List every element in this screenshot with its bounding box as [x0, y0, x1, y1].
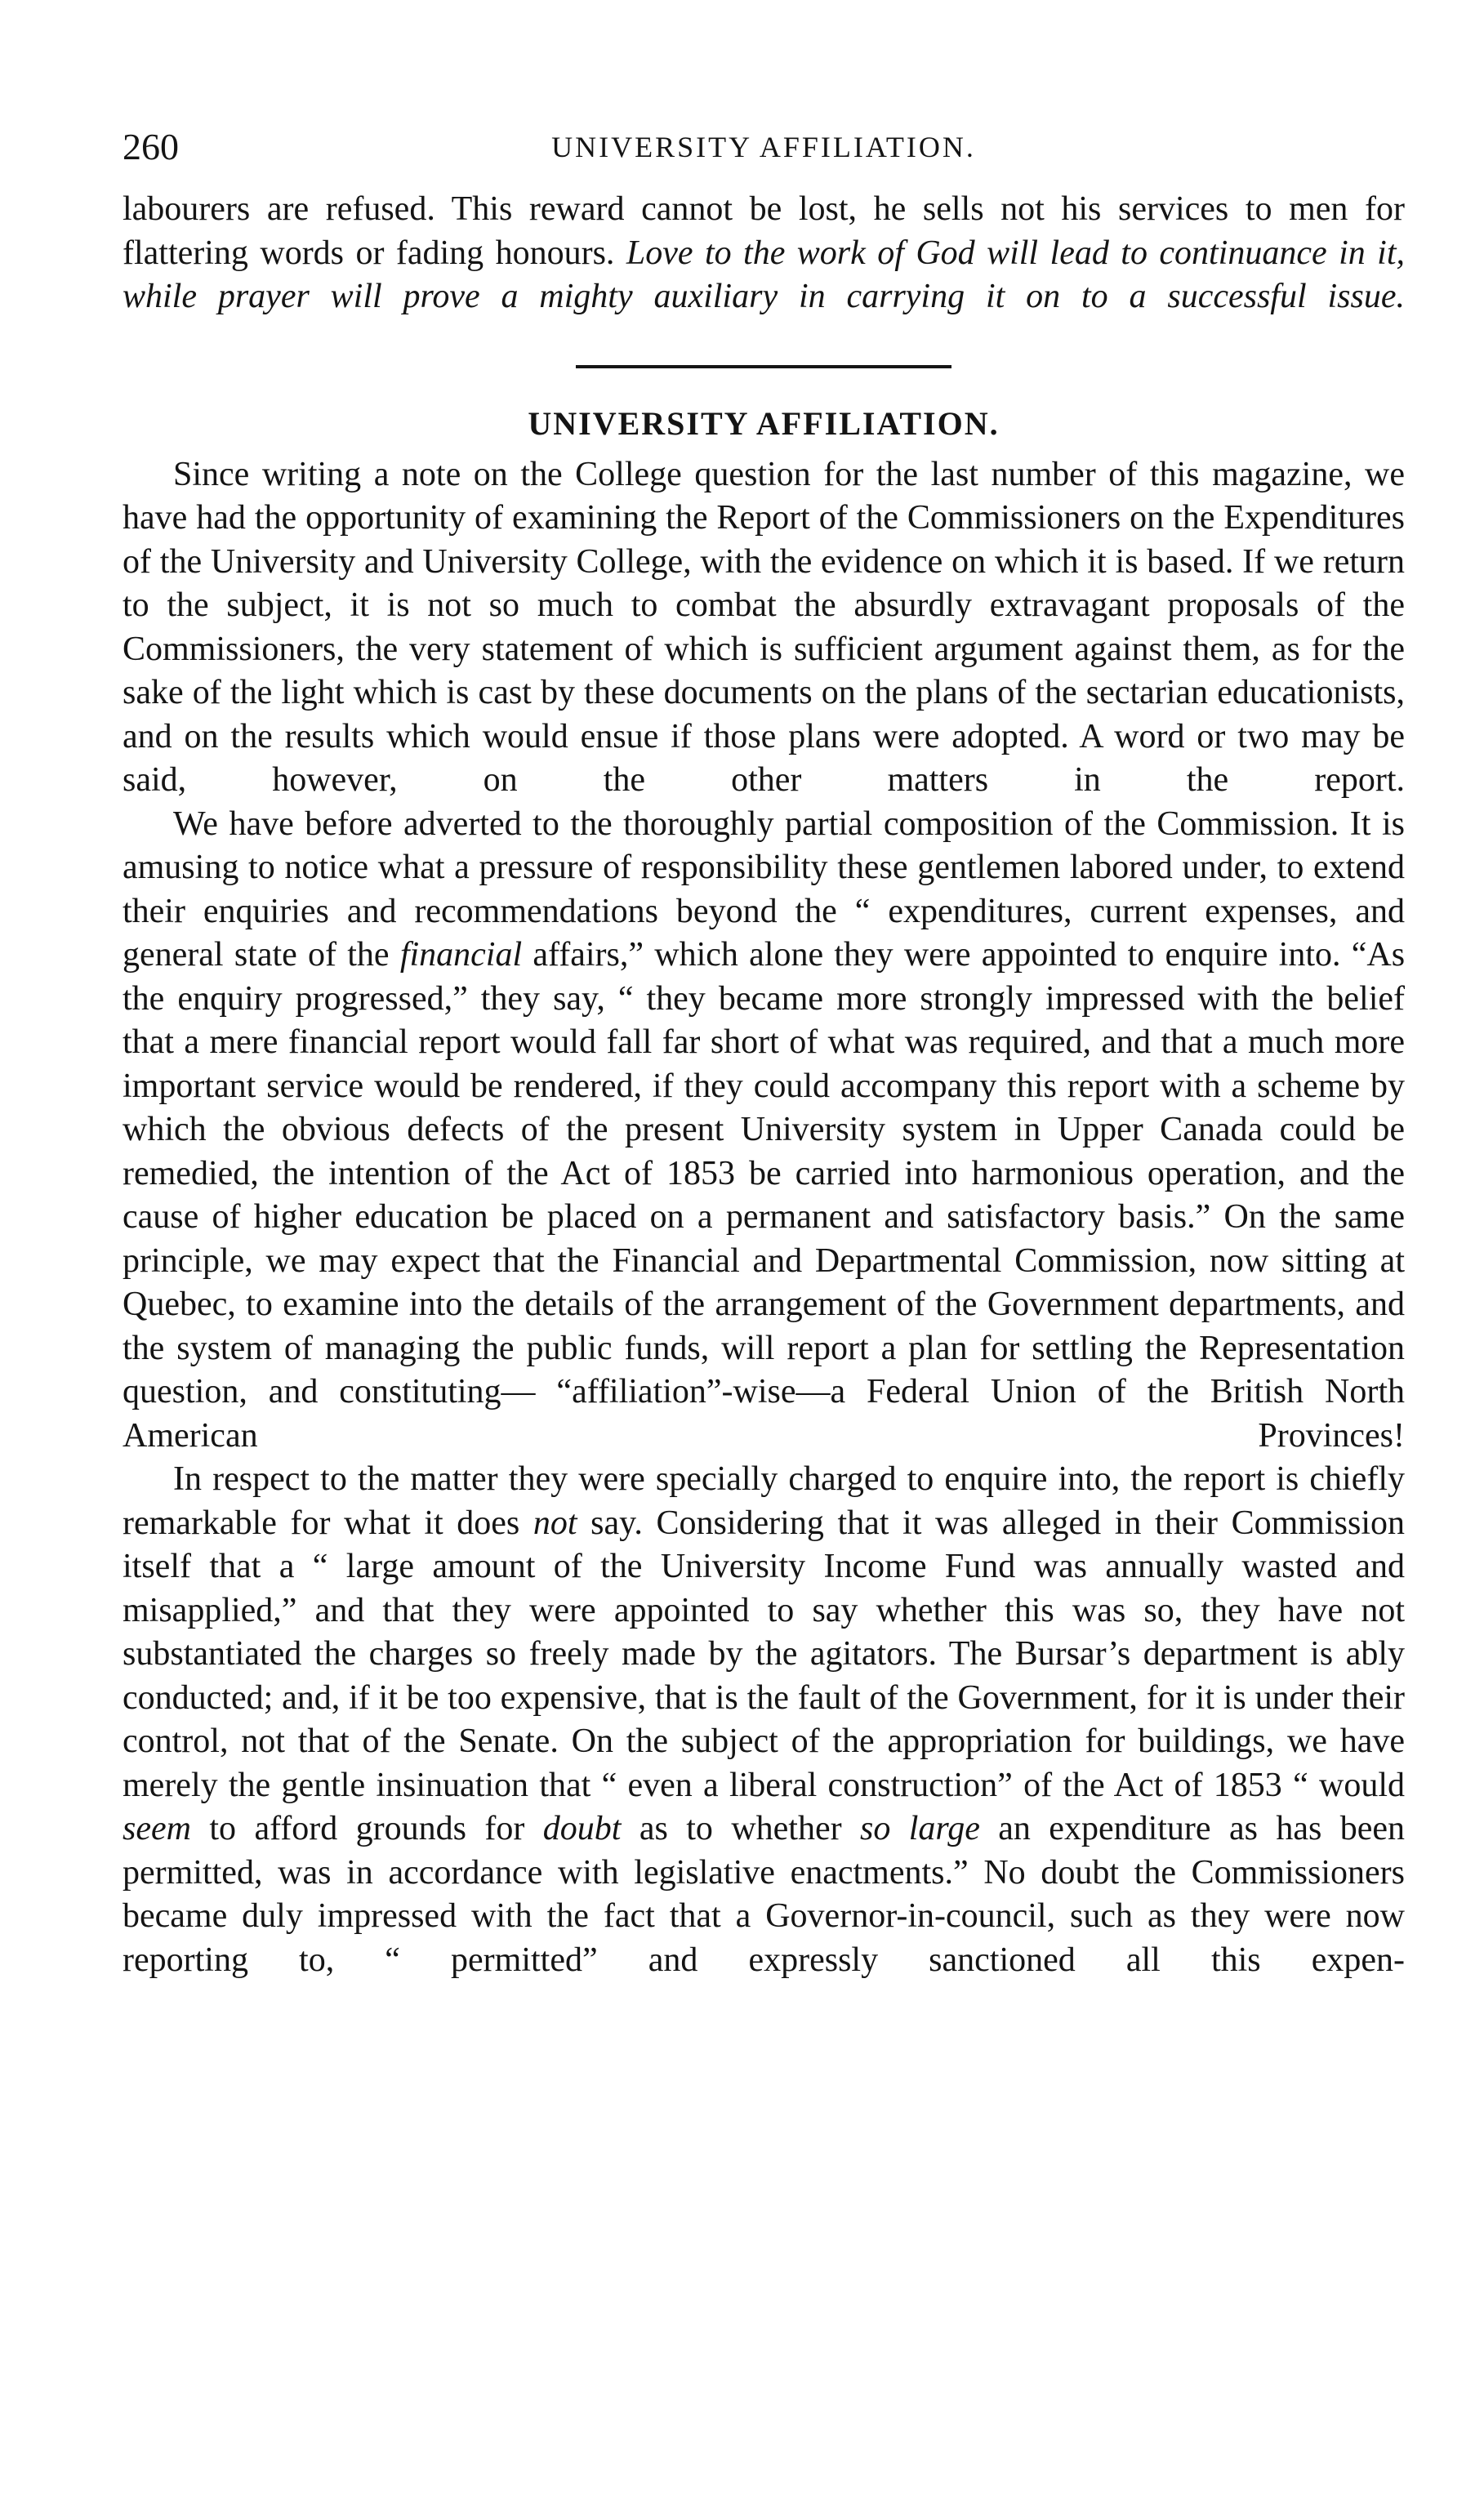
paragraph-3-text-d: as to whether [639, 1810, 842, 1847]
paragraph-1-text: Since writing a note on the College question for the last number of this magazine, we have had the opportunity of examining the Report of the Commissioners on the Expenditures of the University and University College, with the evidence on which it is based. If we return to the subject, it is not so much to combat the absurdly extravagant proposals of the Commissioners, the very statement of which is sufficient argument against them, as for the sake of the light which is cast by these documents on the plans of the sectarian educationists, and on the results which would ensue if those plans were adopted. A word or two may be said, however, on the other matters in the report. [123, 455, 1405, 799]
paragraph-3-italic-not: not [533, 1504, 577, 1542]
article-paragraph-1 [123, 453, 1405, 803]
book-page [123, 123, 1405, 1982]
page-number: 260 [123, 126, 179, 167]
paragraph-2-italic-financial: financial [399, 936, 523, 974]
paragraph-3-italic-doubt: doubt [542, 1810, 622, 1847]
running-title: UNIVERSITY AFFILIATION. [551, 131, 976, 163]
continuation-roman-text: labourers are refused. This reward cannot be lost, he sells not his services to men for flattering words or fading honours. [123, 190, 1405, 272]
section-divider [576, 365, 951, 368]
article-paragraph-2 [123, 803, 1405, 1459]
paragraph-3-text-e: an expenditure as has been permitted, was in accordance with legislative enactments.” No doubt the Commissioners became duly impressed with the fact that a Governor-in-council, such as they were now reporting to, “ permitted” and expressly sanctioned all this expen- [123, 1810, 1406, 1979]
paragraph-2-text-b: affairs,” which alone they were appointed to enquire into. “As the enquiry progressed,” they say, “ they became more strongly impressed with the belief that a mere financial report would fall far short of what was required, and that a much more important service would be rendered, if they could accompany this report with a scheme by which the obvious defects of the present University system in Upper Canada could be remedied, the intention of the Act of 1853 be carried into harmonious operation, and the cause of higher education be placed on a permanent and satisfactory basis.” On the same principle, we may expect that the Financial and Departmental Commission, now sitting at Quebec, to examine into the details of the arrangement of the Government departments, and the system of managing the public funds, will report a plan for settling the Representation question, and constituting— “affiliation”-wise—a Federal Union of the British North American Provinces! [123, 936, 1406, 1455]
article-title: UNIVERSITY AFFILIATION. [528, 404, 1000, 442]
paragraph-3-italic-seem: seem [123, 1810, 191, 1847]
continuation-paragraph [123, 188, 1405, 319]
paragraph-3-text-a: In respect to the matter they were specially charged to enquire into, the report is chiefly remarkable for what it does [123, 1460, 1405, 1542]
running-header [123, 123, 1405, 172]
paragraph-2-text-a: We have before adverted to the thoroughly partial composition of the Commission. It is amusing to notice what a pressure of responsibility these gentlemen labored under, to extend their enquiries and recommendations beyond the “ expenditures, current expenses, and general state of the [123, 804, 1405, 974]
article-paragraph-3 [123, 1458, 1405, 1982]
continuation-italic-text: Love to the work of God will lead to continuance in it, while prayer will prove a mighty auxiliary in carrying it on to a successful issue. [123, 234, 1406, 315]
paragraph-3-text-c: to afford grounds for [209, 1810, 525, 1847]
paragraph-3-italic-so-large: so large [860, 1810, 980, 1847]
paragraph-3-text-b: say. Considering that it was alleged in their Commission itself that a “ large amount of the University Income Fund was annually wasted and misapplied,” and that they were appointed to say whether this was so, they have not substantiated the charges so freely made by the agitators. The Bursar’s department is ably conducted; and, if it be too expensive, that is the fault of the Government, for it is under their control, not that of the Senate. On the subject of the appropriation for buildings, we have merely the gentle insinuation that “ even a liberal construction” of the Act of 1853 “ would [123, 1504, 1405, 1804]
